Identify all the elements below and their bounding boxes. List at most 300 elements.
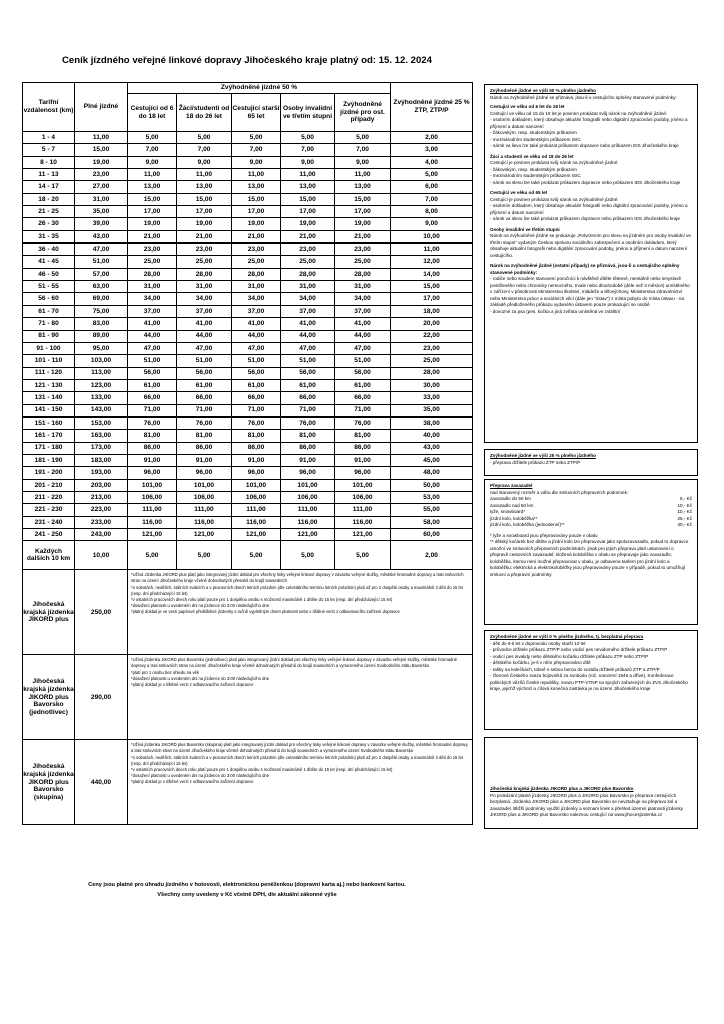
- fare-reduced: 11,00: [335, 169, 391, 181]
- fare-row: [23, 479, 473, 491]
- fare-reduced: 71,00: [128, 404, 177, 417]
- fare-reduced: 31,00: [128, 281, 177, 293]
- luggage-label: jízdní kolo, koloběžka (jednodenní)**: [490, 522, 565, 528]
- fare-reduced: 91,00: [177, 454, 232, 466]
- fare-full: 83,00: [75, 318, 128, 330]
- box-heading: Přeprava zavazadel: [490, 483, 533, 488]
- fare-reduced: 19,00: [335, 218, 391, 230]
- pass-note: *Užívá jízdenka JIKORD plus Bavorsko (jednotlivec) platí jako integrovaný jízdní doklad pro všechny linky veřejné linkové dopravy v závazku veřejné služby, městské hromadné dopravy a trati smluvních stran na území Jihočeského kraje včetně dohodnutých přesahů do krajů sousedních a vymezeného území Svobodného státu Bavorsko: [131, 657, 458, 669]
- fare-reduced: 34,00: [335, 293, 391, 305]
- fare-reduced: 76,00: [177, 417, 232, 430]
- fare-reduced: 56,00: [128, 367, 177, 379]
- header-full-fare: Plné jízdné: [75, 83, 128, 132]
- fare-row: [23, 218, 473, 230]
- fare-reduced: 15,00: [335, 193, 391, 205]
- fare-reduced: 41,00: [335, 318, 391, 330]
- header-col-students: Žáci/studenti od 18 do 26 let: [177, 94, 232, 132]
- fare-full: 75,00: [75, 305, 128, 317]
- fare-full: 23,00: [75, 169, 128, 181]
- pass-note: *platí pro 1 osobu bez ohledu na věk: [131, 669, 199, 675]
- fare-reduced: 25,00: [177, 256, 232, 268]
- fare-reduced: 47,00: [335, 342, 391, 354]
- fare-reduced: 5,00: [232, 132, 281, 144]
- header-zone: Tarifní vzdálenost (km): [23, 83, 75, 132]
- fare-reduced: 41,00: [128, 318, 177, 330]
- fare-full: 51,00: [75, 256, 128, 268]
- fare-reduced: 96,00: [177, 467, 232, 479]
- pass-note: *o sobotách, nedělích, státních svátcích a v pracovních dnech letních prázdnin (dle celostátního termínu letních prázdnin) platí až pro 2 dospělé osoby a maximálně 3 děti do 15 let (resp. dní předcházející 15 let): [131, 754, 463, 766]
- box-line: - osobním dokladem, který obsahuje aktuální fotografii nebo digitální zpracování podoby, jméno a příjmení a datum narození: [490, 203, 688, 215]
- fare-reduced: 21,00: [128, 230, 177, 243]
- fare-reduced: 47,00: [281, 342, 335, 354]
- fare-row: [23, 156, 473, 168]
- fare-reduced: 25,00: [335, 256, 391, 268]
- pass-price: 250,00: [75, 570, 128, 655]
- fare-reduced: 71,00: [335, 404, 391, 417]
- fare-reduced: 86,00: [335, 442, 391, 454]
- box-line: - mezinárodním studentským průkazem ISIC: [490, 173, 581, 179]
- fare-reduced: 41,00: [281, 318, 335, 330]
- extra-r0: 5,00: [128, 541, 177, 570]
- fare-full: 133,00: [75, 392, 128, 404]
- fare-reduced: 37,00: [232, 305, 281, 317]
- fare-full: 233,00: [75, 516, 128, 528]
- fare-reduced: 66,00: [281, 392, 335, 404]
- fare-ztp: 23,00: [391, 342, 473, 354]
- fare-zone: 36 - 40: [23, 243, 75, 256]
- fare-reduced: 7,00: [128, 144, 177, 156]
- fare-reduced: 31,00: [335, 281, 391, 293]
- fare-full: 183,00: [75, 454, 128, 466]
- box-text: Po prokázání platné jízdenky JIKORD plus a JIKORD plus Bavorsko je přeprava cestujících bezplatná. Jízdenka JIKORD plus a JIKORD plus Bavorsko se nevztahuje na přepravu kol a zavazadel. Bližší podmínky využití jízdenky a seznam linek a přehled územní platnosti jízdenky JIKORD plus a JIKORD plus Bavorsko naleznou cestující na www.jihocesjizdenka.cz: [490, 792, 684, 818]
- fare-zone: 51 - 55: [23, 281, 75, 293]
- pass-name: Jihočeská krajská jízdenka JIKORD plus Bavorsko (jednotlivec): [23, 655, 75, 740]
- fare-reduced: 61,00: [232, 379, 281, 391]
- fare-zone: 91 - 100: [23, 342, 75, 354]
- fare-reduced: 23,00: [335, 243, 391, 256]
- fare-full: 35,00: [75, 206, 128, 218]
- box-text: nad stanovený rozměr a váhu dle smluvních přepravních podmínek:: [490, 489, 629, 495]
- fare-reduced: 34,00: [232, 293, 281, 305]
- box-line: - rodiče nebo soudem stanovení poručníci k návštěvě dítěte tělesně, mentálně nebo smyslově postiženého nebo chronicky nemocného, trvale nebo dlouhodobě (déle než 3 měsíce) umístěného v zařízení v působnosti Ministerstva školství, mládeže a tělovýchovy, Ministerstva zdravotnictví nebo Ministerstva práce a sociálních věcí (dále jen "ústav") z místa pobytu do místa ústavu - na základě předloženého průkazu vydaného ústavem pouze prokazující se osobě: [490, 276, 690, 308]
- fare-reduced: 19,00: [128, 218, 177, 230]
- fare-reduced: 86,00: [232, 442, 281, 454]
- box-line: - nárok va lievu lze také prokázat průkazem dopravce nebo průkazem IDS Jihočeského kraje: [490, 143, 679, 149]
- fare-reduced: 23,00: [281, 243, 335, 256]
- fare-reduced: 71,00: [232, 404, 281, 417]
- fare-reduced: 111,00: [177, 504, 232, 516]
- fare-zone: 1 - 4: [23, 132, 75, 144]
- fare-reduced: 17,00: [128, 206, 177, 218]
- box-line: - dovozné za psa (pes, kočka a jiná zvířata umístěná ve zvláštní: [490, 308, 621, 314]
- fare-reduced: 7,00: [281, 144, 335, 156]
- pass-note: *Užívá Jízdenka JIKORD plus platí jako integrovaný jízdní doklad pro všechny linky veřejné linkové dopravy v závazku veřejné služby, městské hromadné dopravy a trati smluvních stran na území Jihočeského kraje včetně dohodnutých přesahů do krajů sousedních: [131, 572, 464, 584]
- fare-reduced: 96,00: [281, 467, 335, 479]
- fare-reduced: 9,00: [177, 156, 232, 168]
- fare-row: [23, 169, 473, 181]
- box-line: - děti do 6-ti let v doprovodu osoby starší 10 let: [490, 640, 586, 646]
- fare-reduced: 15,00: [128, 193, 177, 205]
- fare-full: 143,00: [75, 404, 128, 417]
- pass-notes: [128, 655, 473, 740]
- fare-full: 57,00: [75, 268, 128, 280]
- fare-reduced: 121,00: [335, 529, 391, 541]
- fare-zone: 151 - 160: [23, 417, 75, 430]
- pass-notes: [128, 570, 473, 655]
- fare-zone: 101 - 110: [23, 355, 75, 367]
- fare-row: [23, 516, 473, 528]
- fare-reduced: 13,00: [128, 181, 177, 193]
- box-line: Cestující je povinen prokázat svůj nárok na zvýhodněné jízdné:: [490, 160, 619, 166]
- fare-reduced: 44,00: [232, 330, 281, 342]
- box-reduced-50: [484, 84, 698, 443]
- fare-row: [23, 379, 473, 391]
- fare-reduced: 23,00: [177, 243, 232, 256]
- fare-reduced: 9,00: [232, 156, 281, 168]
- fare-reduced: 101,00: [232, 479, 281, 491]
- fare-reduced: 106,00: [177, 491, 232, 503]
- fare-ztp: 12,00: [391, 256, 473, 268]
- box-subheading: Žáci a studenti ve věku od 18 do 26 let: [490, 153, 574, 159]
- fare-reduced: 56,00: [177, 367, 232, 379]
- fare-row: [23, 132, 473, 144]
- fare-reduced: 106,00: [232, 491, 281, 503]
- fare-ztp: 10,00: [391, 230, 473, 243]
- luggage-label: jízdní kolo, koloběžka**: [490, 515, 538, 521]
- fare-zone: 131 - 140: [23, 392, 75, 404]
- fare-reduced: 34,00: [177, 293, 232, 305]
- fare-ztp: 25,00: [391, 355, 473, 367]
- fare-reduced: 76,00: [128, 417, 177, 430]
- fare-reduced: 96,00: [232, 467, 281, 479]
- fare-ztp: 45,00: [391, 454, 473, 466]
- fare-row: [23, 256, 473, 268]
- fare-reduced: 37,00: [177, 305, 232, 317]
- fare-row: [23, 367, 473, 379]
- fare-reduced: 21,00: [335, 230, 391, 243]
- fare-row: [23, 243, 473, 256]
- fare-reduced: 19,00: [232, 218, 281, 230]
- fare-reduced: 86,00: [128, 442, 177, 454]
- box-line: - přeprava držitele průkazu ZTP nebo ZTP/P: [490, 459, 581, 465]
- fare-reduced: 9,00: [335, 156, 391, 168]
- fare-reduced: 111,00: [281, 504, 335, 516]
- fare-full: 89,00: [75, 330, 128, 342]
- fare-reduced: 121,00: [177, 529, 232, 541]
- fare-ztp: 6,00: [391, 181, 473, 193]
- box-line: - žákovským, resp. studentským průkazem: [490, 130, 577, 136]
- fare-reduced: 15,00: [281, 193, 335, 205]
- box-line: * lyže a snowboard jsou přepravovány pouze v obalu: [490, 532, 598, 538]
- fare-row: [23, 392, 473, 404]
- fare-reduced: 15,00: [232, 193, 281, 205]
- pass-note: *platný doklad je v tištěné verzi z odbavovacího zařízení dopravce: [131, 681, 254, 687]
- fare-reduced: 91,00: [281, 454, 335, 466]
- box-line: - osobním dokladem, který obsahuje aktuální fotografii nebo digitální zpracování podoby, jméno a příjmení a datum narození: [490, 117, 688, 129]
- extra-r4: 5,00: [335, 541, 391, 570]
- fare-reduced: 106,00: [281, 491, 335, 503]
- fare-reduced: 21,00: [281, 230, 335, 243]
- fare-reduced: 51,00: [281, 355, 335, 367]
- fare-reduced: 17,00: [232, 206, 281, 218]
- fare-reduced: 51,00: [232, 355, 281, 367]
- fare-ztp: 58,00: [391, 516, 473, 528]
- box-heading: Zvýhodněné jízdné ve výši 25 % plného jízdného: [490, 453, 596, 458]
- extra-r2: 5,00: [232, 541, 281, 570]
- luggage-price: 25,- Kč: [677, 515, 692, 521]
- fare-reduced: 11,00: [128, 169, 177, 181]
- fare-reduced: 13,00: [232, 181, 281, 193]
- fare-reduced: 28,00: [128, 268, 177, 280]
- fare-reduced: 91,00: [335, 454, 391, 466]
- fare-reduced: 71,00: [177, 404, 232, 417]
- fare-full: 193,00: [75, 467, 128, 479]
- extra-r3: 5,00: [281, 541, 335, 570]
- extra-r1: 5,00: [177, 541, 232, 570]
- fare-ztp: 55,00: [391, 504, 473, 516]
- luggage-price: 10,- Kč: [677, 502, 692, 508]
- header-col-other: Zvýhodněné jízdné pro ost. případy: [335, 94, 391, 132]
- fare-full: 243,00: [75, 529, 128, 541]
- fare-reduced: 28,00: [232, 268, 281, 280]
- fare-reduced: 11,00: [177, 169, 232, 181]
- header-col-invalid: Osoby invalidní ve třetím stupni: [281, 94, 335, 132]
- pass-note: *v ostatních pracovních dnech roku platí pouze pro 1 dospělou osobu s možností maximálně 1 dítěte do 15 let (resp. dní předcházející 15 let): [131, 766, 393, 772]
- fare-reduced: 41,00: [177, 318, 232, 330]
- fare-ztp: 40,00: [391, 430, 473, 442]
- luggage-label: lyže, snowboard*: [490, 509, 525, 515]
- fare-row: [23, 454, 473, 466]
- fare-reduced: 111,00: [128, 504, 177, 516]
- fare-row: [23, 206, 473, 218]
- luggage-price: 10,- Kč: [677, 509, 692, 515]
- fare-zone: 81 - 90: [23, 330, 75, 342]
- box-line: - tašky na kolečkách, tobně s sebou berou do vozidla držitelé průkazů ZTP a ZTP/P: [490, 666, 660, 672]
- fare-reduced: 61,00: [177, 379, 232, 391]
- page-title: Ceník jízdného veřejné linkové dopravy Jihočeského kraje platný od: 15. 12. 2024: [61, 55, 433, 66]
- fare-reduced: 116,00: [335, 516, 391, 528]
- box-subheading: Cestující ve věku od 65 let: [490, 190, 548, 196]
- fare-row: [23, 355, 473, 367]
- pass-price: 290,00: [75, 655, 128, 740]
- fare-ztp: 38,00: [391, 417, 473, 430]
- fare-reduced: 31,00: [177, 281, 232, 293]
- fare-full: 123,00: [75, 379, 128, 391]
- fare-reduced: 81,00: [128, 430, 177, 442]
- fare-reduced: 7,00: [177, 144, 232, 156]
- luggage-label: zavazadlo do 50 km: [490, 496, 531, 502]
- fare-zone: 31 - 35: [23, 230, 75, 243]
- box-line: - průvodce držitele průkazu ZTP/P nebo vodicí pes nevidomého držitele průkazu ZTP/P: [490, 647, 668, 653]
- fare-zone: 8 - 10: [23, 156, 75, 168]
- footer-line: Všechny ceny uvedeny v Kč včetně DPH, dle aktuální zákonné výše: [157, 891, 337, 898]
- fare-zone: 141 - 150: [23, 404, 75, 417]
- fare-zone: 61 - 70: [23, 305, 75, 317]
- fare-reduced: 116,00: [128, 516, 177, 528]
- fare-full: 11,00: [75, 132, 128, 144]
- fare-ztp: 14,00: [391, 268, 473, 280]
- fare-row: [23, 193, 473, 205]
- box-heading: Zvýhodněné jízdné ve výši 50 % plného jízdného: [490, 88, 596, 93]
- fare-reduced: 76,00: [281, 417, 335, 430]
- fare-reduced: 47,00: [128, 342, 177, 354]
- fare-full: 223,00: [75, 504, 128, 516]
- fare-reduced: 23,00: [232, 243, 281, 256]
- fare-reduced: 23,00: [128, 243, 177, 256]
- fare-reduced: 7,00: [335, 144, 391, 156]
- fare-reduced: 17,00: [177, 206, 232, 218]
- fare-zone: 191 - 200: [23, 467, 75, 479]
- fare-reduced: 86,00: [281, 442, 335, 454]
- fare-row: [23, 330, 473, 342]
- fare-full: 43,00: [75, 230, 128, 243]
- fare-reduced: 37,00: [281, 305, 335, 317]
- fare-reduced: 41,00: [232, 318, 281, 330]
- fare-zone: 171 - 180: [23, 442, 75, 454]
- fare-reduced: 101,00: [281, 479, 335, 491]
- luggage-price: 5,- Kč: [680, 496, 692, 502]
- fare-reduced: 61,00: [281, 379, 335, 391]
- header-col-seniors: Cestující starší 65 let: [232, 94, 281, 132]
- fare-full: 163,00: [75, 430, 128, 442]
- pass-price: 440,00: [75, 740, 128, 825]
- fare-ztp: 48,00: [391, 467, 473, 479]
- fare-reduced: 86,00: [177, 442, 232, 454]
- fare-reduced: 56,00: [281, 367, 335, 379]
- fare-row: [23, 417, 473, 430]
- box-subheading: Nárok na zvýhodněné jízdné (ostatní případy) se přiznává, jsou-li u cestujícího splněny stanovené podmínky:: [490, 263, 680, 275]
- fare-reduced: 101,00: [335, 479, 391, 491]
- fare-ztp: 18,00: [391, 305, 473, 317]
- fare-zone: 111 - 120: [23, 367, 75, 379]
- fare-reduced: 28,00: [281, 268, 335, 280]
- fare-zone: 5 - 7: [23, 144, 75, 156]
- luggage-label: zavazadlo nad 50 km: [490, 502, 534, 508]
- fare-full: 153,00: [75, 417, 128, 430]
- box-line: Cestující ve věku od 15 do 18 let je povinen prokázat svůj nárok na zvýhodněné jízdné:: [490, 110, 668, 116]
- fare-full: 27,00: [75, 181, 128, 193]
- fare-ztp: 50,00: [391, 479, 473, 491]
- pass-name: Jihočeská krajská jízdenka JIKORD plus: [23, 570, 75, 655]
- fare-zone: 71 - 80: [23, 318, 75, 330]
- fare-reduced: 111,00: [335, 504, 391, 516]
- fare-full: 47,00: [75, 243, 128, 256]
- fare-reduced: 34,00: [128, 293, 177, 305]
- pass-notes: [128, 740, 473, 825]
- box-line: - nárok na slevu lze také prokázat průkazem dopravce nebo průkazem IDS Jihočeského kraje: [490, 179, 681, 185]
- pass-note: *Užívá jízdenka JIKORD plus Bavorsko (skupina) platí jako integrovaný jízdní doklad pro všechny linky veřejné linkové dopravy v závazku veřejné služby, městské hromadné dopravy a trati smluvních stran na území Jihočeského kraje včetně dohodnutých přesahů do krajů sousedních a vymezeného území Svobodného státu Bavorsko: [131, 742, 468, 754]
- fare-reduced: 7,00: [232, 144, 281, 156]
- fare-row: [23, 491, 473, 503]
- fare-reduced: 61,00: [128, 379, 177, 391]
- fare-reduced: 19,00: [177, 218, 232, 230]
- extra-z: 2,00: [391, 541, 473, 570]
- fare-reduced: 44,00: [177, 330, 232, 342]
- fare-row: [23, 504, 473, 516]
- fare-reduced: 37,00: [128, 305, 177, 317]
- fare-reduced: 5,00: [335, 132, 391, 144]
- box-luggage: [484, 479, 698, 625]
- fare-reduced: 121,00: [128, 529, 177, 541]
- fare-reduced: 56,00: [232, 367, 281, 379]
- fare-row: [23, 281, 473, 293]
- fare-reduced: 51,00: [177, 355, 232, 367]
- fare-zone: 14 - 17: [23, 181, 75, 193]
- fare-row: [23, 430, 473, 442]
- fare-reduced: 51,00: [335, 355, 391, 367]
- fare-full: 213,00: [75, 491, 128, 503]
- fare-reduced: 96,00: [128, 467, 177, 479]
- fare-ztp: 35,00: [391, 404, 473, 417]
- box-reduced-25: [484, 449, 698, 476]
- header-reduced-50: Zvýhodněné jízdné 50 %: [128, 83, 391, 94]
- fare-reduced: 81,00: [281, 430, 335, 442]
- box-line: - členové Českého svazu bojovníků za svobodu (roč. narození 1946 a dříve), Konfederace politických vězňů České republiky, Svazu PTP-VTNP na spojích zařazených do ZVS Jihočeského kraje, jejichž výchozí a cílová konečná zastávka je na území Jihočeského kraje: [490, 673, 688, 692]
- fare-reduced: 101,00: [177, 479, 232, 491]
- footer-note: [22, 881, 472, 900]
- fare-reduced: 13,00: [177, 181, 232, 193]
- box-line: - nárok va slevu lze také prokázat průkazem dopravce nebo průkazem IDS Jihočeského kraje: [490, 216, 680, 222]
- fare-reduced: 121,00: [232, 529, 281, 541]
- fare-reduced: 121,00: [281, 529, 335, 541]
- fare-reduced: 13,00: [281, 181, 335, 193]
- fare-reduced: 21,00: [232, 230, 281, 243]
- fare-row: [23, 181, 473, 193]
- fare-zone: 231 - 240: [23, 516, 75, 528]
- extra-km-label: Každých dalších 10 km: [23, 541, 75, 570]
- fare-ztp: 17,00: [391, 293, 473, 305]
- box-heading: Zvýhodněné jízdné ve výši 0 % plného jízdného, tj. bezplatná přeprava: [490, 634, 644, 639]
- fare-full: 31,00: [75, 193, 128, 205]
- fare-zone: 46 - 50: [23, 268, 75, 280]
- fare-ztp: 43,00: [391, 442, 473, 454]
- fare-zone: 241 - 250: [23, 529, 75, 541]
- fare-reduced: 91,00: [232, 454, 281, 466]
- pass-note: *dosažení platnosti u uvedeném dni na jízdence do 3:00 následujícího dne: [131, 675, 270, 681]
- fare-full: 19,00: [75, 156, 128, 168]
- fare-reduced: 116,00: [281, 516, 335, 528]
- fare-ztp: 30,00: [391, 379, 473, 391]
- pass-note: *dosažení platnosti u uvedeném dni na jízdence do 3:00 následujícího dne: [131, 602, 270, 608]
- fare-reduced: 81,00: [177, 430, 232, 442]
- fare-reduced: 56,00: [335, 367, 391, 379]
- box-jikord: [484, 737, 698, 829]
- fare-reduced: 9,00: [281, 156, 335, 168]
- fare-reduced: 51,00: [128, 355, 177, 367]
- box-line: - dětského kočárku, je-li v něm přepravováno dítě: [490, 660, 591, 666]
- fare-ztp: 22,00: [391, 330, 473, 342]
- fare-ztp: 20,00: [391, 318, 473, 330]
- fare-reduced: 11,00: [281, 169, 335, 181]
- fare-full: 173,00: [75, 442, 128, 454]
- fare-reduced: 66,00: [232, 392, 281, 404]
- fare-zone: 181 - 190: [23, 454, 75, 466]
- fare-reduced: 17,00: [281, 206, 335, 218]
- fare-reduced: 25,00: [232, 256, 281, 268]
- fare-reduced: 13,00: [335, 181, 391, 193]
- fare-row: [23, 318, 473, 330]
- fare-reduced: 111,00: [232, 504, 281, 516]
- box-line: Nárok na zvýhodněné jízdné se prokazuje „Potvrzením pro slevu na jízdném pro osoby invalidní ve třetím stupni“ vydaným Českou správou sociálního zabezpečení a osobním dokladem, který obsahuje aktuální fotografii nebo digitální zpracování podoby, jméno a příjmení a datum narození cestujícího.: [490, 233, 691, 258]
- fare-ztp: 8,00: [391, 206, 473, 218]
- fare-reduced: 21,00: [177, 230, 232, 243]
- fare-reduced: 25,00: [128, 256, 177, 268]
- footer-line: Ceny jsou platné pro úhradu jízdného v hotovosti, elektronickou peněženkou (dopravní karta aj.) nebo bankovní kartou.: [88, 882, 406, 888]
- fare-reduced: 37,00: [335, 305, 391, 317]
- fare-reduced: 91,00: [128, 454, 177, 466]
- fare-ztp: 60,00: [391, 529, 473, 541]
- fare-ztp: 53,00: [391, 491, 473, 503]
